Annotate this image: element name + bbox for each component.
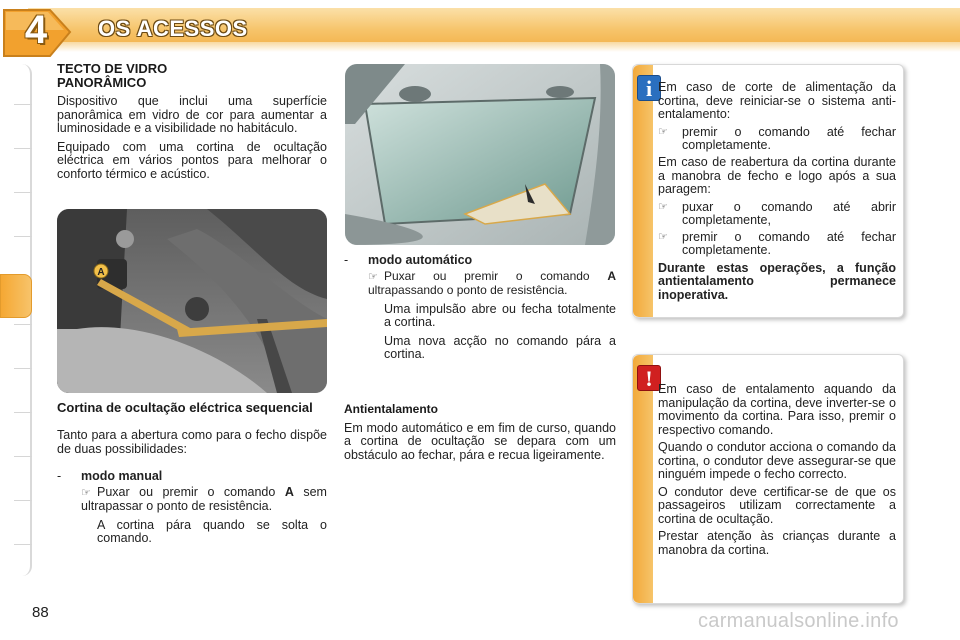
- thumb-divider: [14, 412, 32, 413]
- bullet-text: puxar o comando até abrir completamente,: [682, 199, 896, 227]
- auto-step-text: Puxar ou premir o comando: [384, 268, 590, 283]
- key-label: A: [607, 268, 616, 283]
- paragraph: Prestar atenção às crianças durante a manobra da cortina.: [658, 529, 896, 557]
- manual-heading: modo manual: [81, 469, 163, 483]
- paragraph: Tanto para a abertura como para o fecho dispõe de duas possibilidades:: [57, 428, 327, 456]
- warning-icon: !: [637, 365, 661, 391]
- dash-bullet: -: [57, 469, 62, 483]
- thumb-divider: [14, 104, 32, 105]
- warning-body: [658, 383, 896, 557]
- middle-column: [344, 254, 616, 462]
- thumb-index: [0, 64, 34, 576]
- list-item-auto: [344, 254, 616, 268]
- warning-strip: [633, 355, 653, 603]
- info-box: [632, 64, 904, 318]
- console-label-a: A: [97, 267, 105, 278]
- auto-step: [368, 270, 616, 298]
- pointing-hand-icon: ☞: [658, 200, 668, 213]
- thumb-divider: [14, 500, 32, 501]
- thumb-tab-active[interactable]: [0, 274, 32, 318]
- paragraph: O condutor deve certificar-se de que os passageiros utilizam correctamente a cortina de ocultação.: [658, 484, 896, 526]
- thumb-divider: [14, 148, 32, 149]
- anti-text: Em modo automático e em fim de curso, quando a cortina de ocultação se depara com um obstáculo ao fechar, pára e recua ligeiramente.: [344, 420, 616, 462]
- pointing-hand-icon: ☞: [658, 231, 668, 244]
- auto-note: Uma nova acção no comando pára a cortina.: [384, 333, 616, 361]
- thumb-divider: [14, 236, 32, 237]
- title-line-2: PANORÂMICO: [57, 75, 147, 90]
- list-item: [658, 231, 896, 258]
- pointing-hand-icon: ☞: [368, 270, 378, 283]
- auto-heading: modo automático: [368, 253, 473, 267]
- thumb-divider: [14, 324, 32, 325]
- list-item-manual: [57, 470, 327, 484]
- section-title-cortina: Cortina de ocultação eléctrica sequencial: [57, 400, 313, 415]
- list-item: [658, 201, 896, 228]
- list-item: [658, 126, 896, 153]
- roof-photo: [345, 64, 615, 245]
- left-column: [57, 62, 327, 181]
- bold-note: Durante estas operações, a função antientalamento permanece inoperativa.: [658, 260, 896, 302]
- auto-step-suffix: ultrapassando o ponto de resistência.: [368, 283, 568, 297]
- manual-step-suffix: sem ultrapassar o ponto de resistência.: [81, 484, 327, 513]
- thumb-divider: [14, 192, 32, 193]
- thumb-divider: [14, 456, 32, 457]
- console-photo: [57, 209, 327, 393]
- info-icon: i: [637, 75, 661, 101]
- paragraph: Em caso de reabertura da cortina durante a manobra de fecho e logo após a sua paragem:: [658, 155, 896, 197]
- manual-step-text: Puxar ou premir o comando: [97, 484, 276, 499]
- manual-step: [81, 486, 327, 514]
- page-title: OS ACESSOS: [98, 16, 248, 41]
- paragraph: Dispositivo que inclui uma superfície panorâmica em vidro de cor para aumentar a luminosidade e a visibilidade no habitáculo.: [57, 94, 327, 135]
- page-number: 88: [32, 604, 49, 621]
- manual-note: A cortina pára quando se solta o comando.: [97, 517, 327, 545]
- watermark: carmanualsonline.info: [698, 610, 899, 632]
- pointing-hand-icon: ☞: [81, 486, 91, 499]
- section-title-tecto: [57, 62, 327, 90]
- anti-heading: Antientalamento: [344, 401, 439, 416]
- header-band-fade: [28, 42, 960, 52]
- paragraph: Quando o condutor acciona o comando da cortina, o condutor deve assegurar-se que ninguém impede o fecho correcto.: [658, 440, 896, 481]
- pointing-hand-icon: ☞: [658, 125, 668, 138]
- key-label: A: [284, 484, 294, 499]
- auto-note: Uma impulsão abre ou fecha totalmente a cortina.: [384, 301, 616, 329]
- dash-bullet: -: [344, 253, 349, 267]
- chapter-number: 4: [24, 8, 48, 52]
- thumb-divider: [14, 368, 32, 369]
- paragraph: Em caso de entalamento aquando da manipulação da cortina, deve inverter-se o movimento da cortina. Para isso, premir o respectivo comando.: [658, 382, 896, 437]
- left-column-lower: [57, 401, 327, 546]
- paragraph: Em caso de corte de alimentação da cortina, deve reiniciar-se o sistema anti-entalamento:: [658, 80, 896, 121]
- bullet-text: premir o comando até fechar completamente.: [682, 124, 896, 152]
- paragraph: Equipado com uma cortina de ocultação eléctrica em vários pontos para melhorar o conforto térmico e acústico.: [57, 139, 327, 181]
- thumb-divider: [14, 544, 32, 545]
- title-line-1: TECTO DE VIDRO: [57, 61, 168, 76]
- warning-box: [632, 354, 904, 604]
- bullet-text: premir o comando até fechar completamente.: [682, 230, 896, 258]
- info-strip: [633, 65, 653, 317]
- info-body: [658, 81, 896, 302]
